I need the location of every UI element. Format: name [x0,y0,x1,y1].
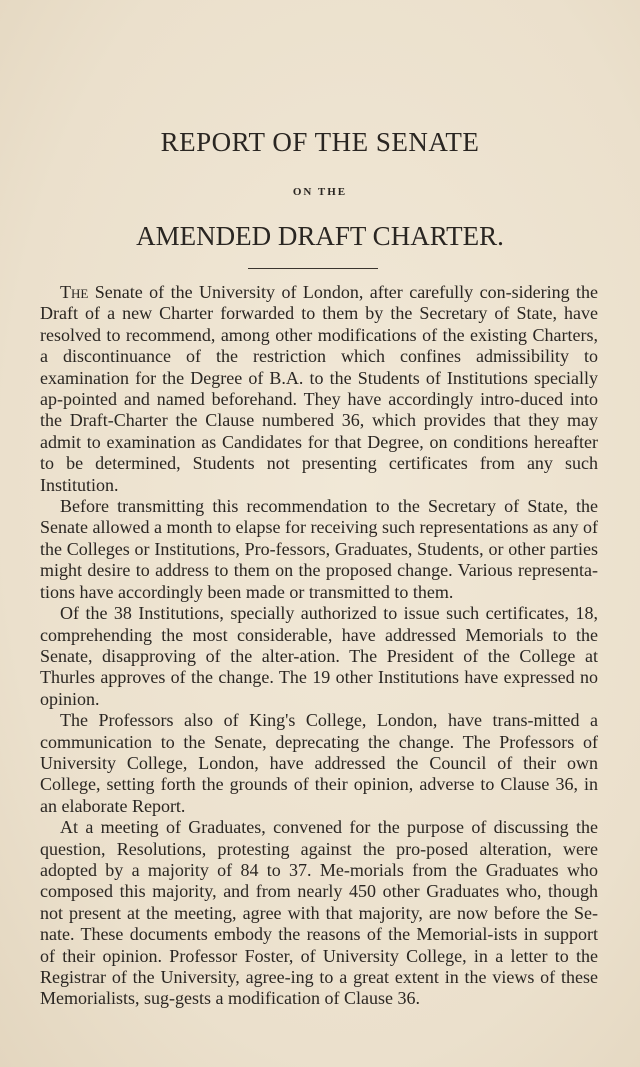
on-the-line: ON THE [292,186,348,198]
paragraph [40,282,598,496]
paragraph [40,817,598,1010]
paragraph [40,710,598,817]
paragraph [40,603,598,710]
report-subtitle: AMENDED DRAFT CHARTER. [136,221,504,251]
paragraph-text: Of the 38 Institutions, specially authorized to issue such certificates, 18, comprehending the most considerable, have addressed Memorials to the Senate, disapproving of the alter-ation. The President of the College at Thurles approves of the change. The 19 other Institutions have expressed no opinion. [40,603,598,709]
paragraph-lead-word: The [60,282,89,302]
paragraph-text: At a meeting of Graduates, convened for the purpose of discussing the question, Resolutions, protesting against the pro-posed alteration, were adopted by a majority of 84 to 37. Me-morials from the Graduates who composed this majority, and from nearly 450 other Graduates who, though not present at the meeting, agree with that majority, are now before the Se-nate. These documents embody the reasons of the Memorial-ists in support of their opinion. Professor Foster, of University College, in a letter to the Registrar of the University, agree-ing to a great extent in the views of these Memorialists, sug-gests a modification of Clause 36. [40,817,598,1009]
title-divider [248,268,378,269]
report-body [40,282,598,1010]
paragraph-text: Before transmitting this recommendation to the Secretary of State, the Senate allowed a month to elapse for receiving such representations as any of the Colleges or Institutions, Pro-fessors, Graduates, Students, or other parties might desire to address to them on the proposed change. Various representa-tions have accordingly been made or transmitted to them. [40,496,598,602]
paragraph-text: Senate of the University of London, after carefully con-sidering the Draft of a new Charter forwarded to them by the Secretary of State, have resolved to recommend, among other modifications of the existing Charters, a discontinuance of the restriction which confines admissibility to examination for the Degree of B.A. to the Students of Institutions specially ap-pointed and named beforehand. They have accordingly intro-duced into the Draft-Charter the Clause numbered 36, which provides that they may admit to examination as Candidates for that Degree, on conditions hereafter to be determined, Students not presenting certificates from any such Institution. [40,282,598,495]
paragraph-text: The Professors also of King's College, London, have trans-mitted a communication to the Senate, deprecating the change. The Professors of University College, London, have addressed the Council of their own College, setting forth the grounds of their opinion, adverse to Clause 36, in an elaborate Report. [40,710,598,816]
paragraph [40,496,598,603]
report-title: REPORT OF THE SENATE [160,127,480,157]
